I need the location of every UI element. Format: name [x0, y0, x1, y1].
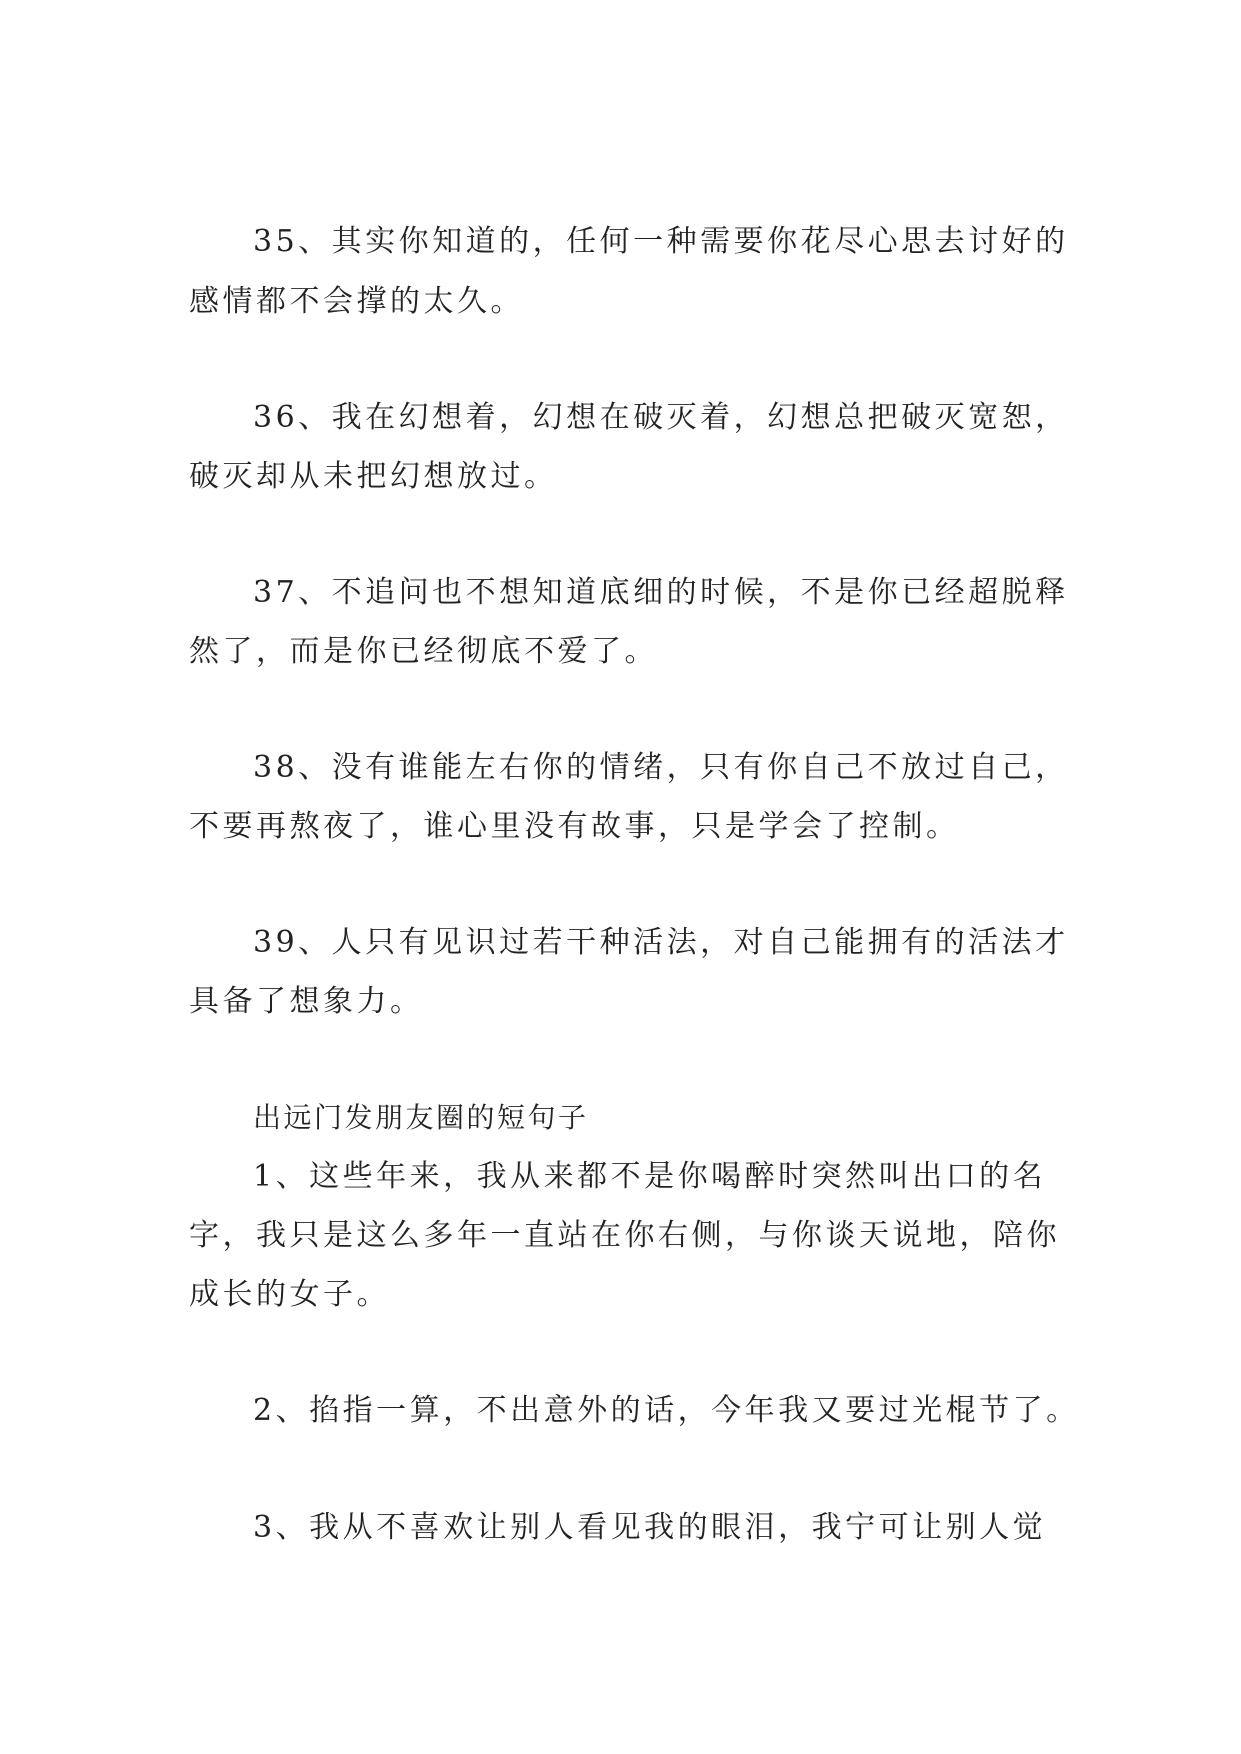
section-paragraph-1-line-2: 字，我只是这么多年一直站在你右侧，与你谈天说地，陪你	[189, 1218, 1060, 1253]
section-paragraph-1-line-1: 1、这些年来，我从来都不是你喝醉时突然叫出口的名	[253, 1159, 1047, 1194]
section-paragraph-1-line-3: 成长的女子。	[189, 1277, 390, 1312]
paragraph-39-line-1: 39、人只有见识过若干种活法，对自己能拥有的活法才	[253, 925, 1069, 960]
section-heading: 出远门发朋友圈的短句子	[253, 1101, 589, 1134]
paragraph-37-line-2: 然了，而是你已经彻底不爱了。	[189, 634, 658, 669]
section-paragraph-2-line-1: 2、掐指一算，不出意外的话，今年我又要过光棍节了。	[253, 1393, 1080, 1428]
paragraph-38-line-1: 38、没有谁能左右你的情绪，只有你自己不放过自己，	[253, 750, 1069, 785]
paragraph-36-line-1: 36、我在幻想着，幻想在破灭着，幻想总把破灭宽恕，	[253, 400, 1069, 435]
paragraph-35-line-1: 35、其实你知道的，任何一种需要你花尽心思去讨好的	[253, 224, 1069, 259]
paragraph-39-line-2: 具备了想象力。	[189, 984, 424, 1019]
paragraph-37-line-1: 37、不追问也不想知道底细的时候，不是你已经超脱释	[253, 575, 1069, 610]
paragraph-35-line-2: 感情都不会撑的太久。	[189, 284, 524, 319]
paragraph-38-line-2: 不要再熬夜了，谁心里没有故事，只是学会了控制。	[189, 809, 960, 844]
section-paragraph-3-line-1: 3、我从不喜欢让别人看见我的眼泪，我宁可让别人觉	[253, 1510, 1047, 1545]
paragraph-36-line-2: 破灭却从未把幻想放过。	[189, 459, 558, 494]
